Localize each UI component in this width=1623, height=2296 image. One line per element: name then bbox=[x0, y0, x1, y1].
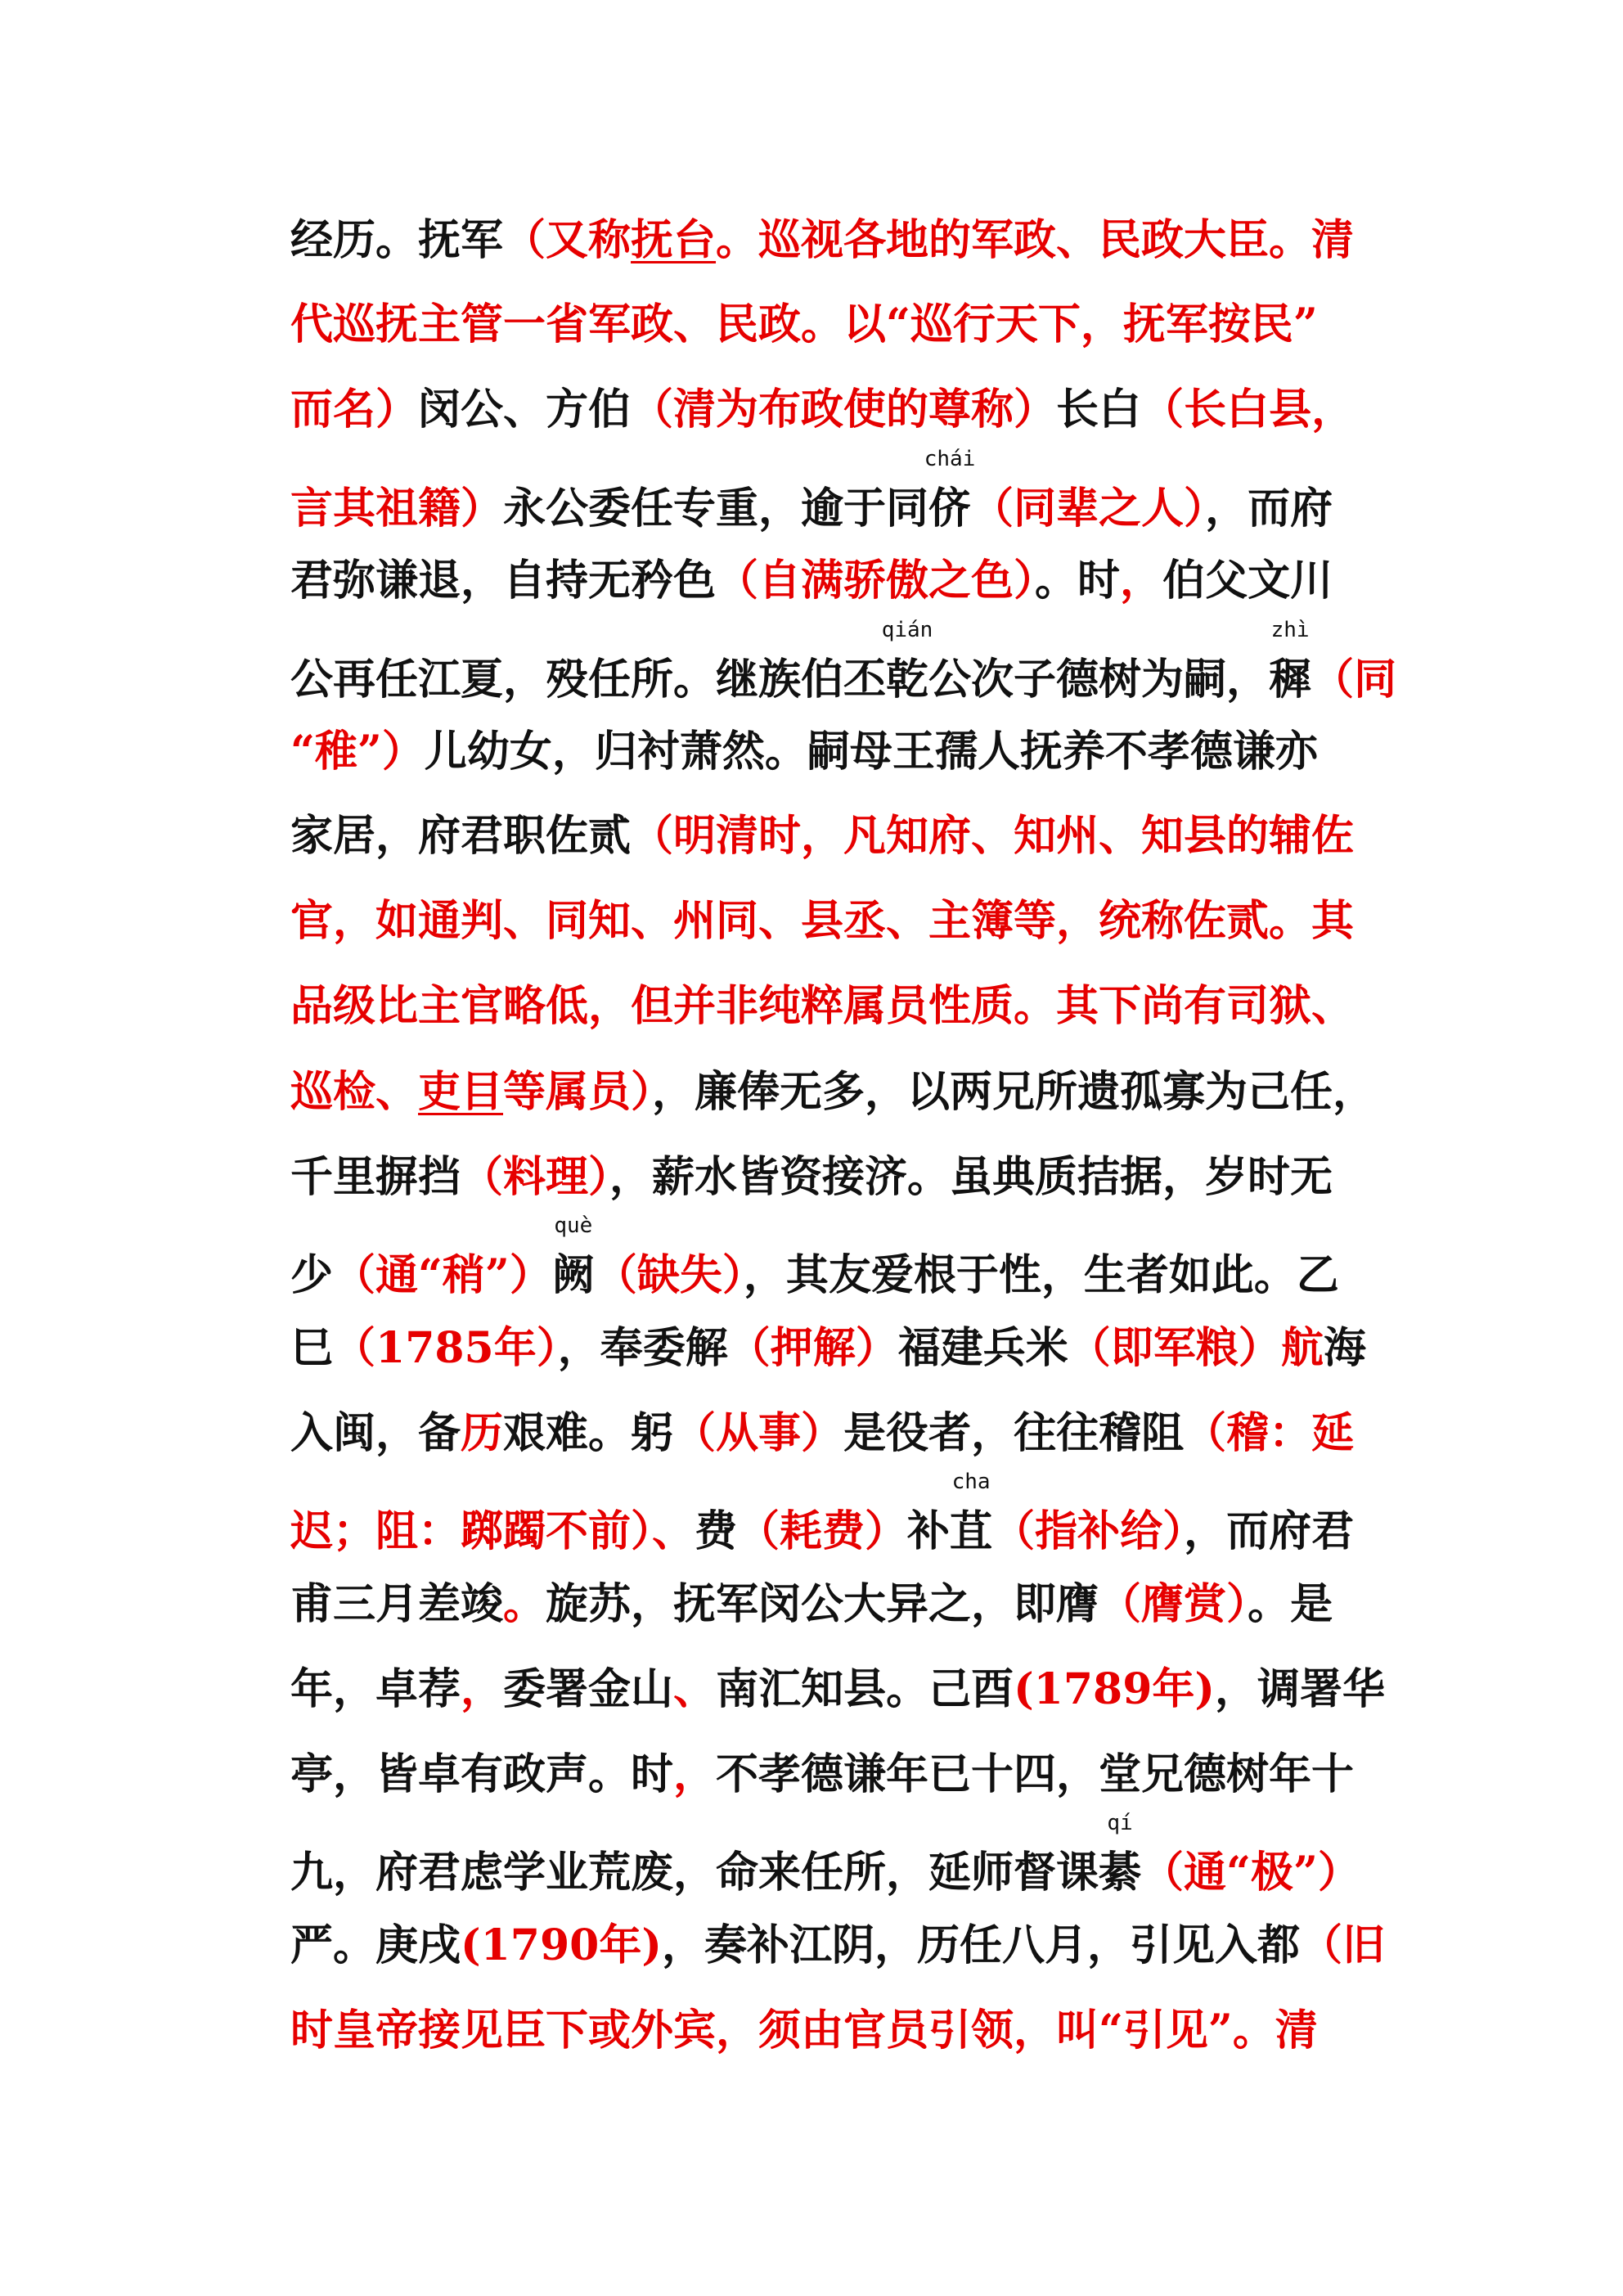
body-text: 家居，府君职佐贰 bbox=[290, 811, 632, 861]
annotation-text: ， bbox=[461, 1664, 504, 1714]
body-text: 福建兵米 bbox=[897, 1323, 1068, 1373]
annotation-text: 吏目 bbox=[418, 1067, 504, 1117]
text-line bbox=[290, 1663, 1387, 1716]
pinyin-annotation: zhì bbox=[1270, 618, 1310, 642]
body-text: 旋苏，抚军闵公大异之，即膺 bbox=[546, 1579, 1099, 1629]
annotation-text: 时皇帝接见臣下或外宾，须由官员引领，叫“引见”。清 bbox=[290, 2006, 1318, 2055]
text-line bbox=[290, 1578, 1387, 1631]
annotated-char-text: 苴 bbox=[950, 1506, 993, 1556]
body-text: 少 bbox=[290, 1250, 334, 1300]
body-text: 永公委任专重，逾于同 bbox=[503, 484, 929, 533]
annotation-text: 迟；阻：踯躅不前）、 bbox=[290, 1506, 695, 1556]
annotation-text: （清为布政使的尊称） bbox=[631, 385, 1057, 434]
annotation-text: （旧 bbox=[1299, 1920, 1385, 1970]
text-line bbox=[290, 1407, 1387, 1460]
annotation-text: 抚台 bbox=[631, 215, 717, 265]
annotated-character bbox=[881, 618, 933, 706]
body-text: 艰难。躬 bbox=[503, 1408, 674, 1458]
annotation-text: 官，如通判、同知、州同、县丞、主簿等，统称佐贰。其 bbox=[290, 896, 1355, 946]
text-line bbox=[290, 1151, 1387, 1204]
body-text: 闵公、方伯 bbox=[418, 385, 632, 434]
body-text: 海 bbox=[1323, 1323, 1366, 1373]
annotation-text: 。 bbox=[503, 1579, 546, 1629]
body-text: 年，卓荐 bbox=[290, 1664, 461, 1714]
body-text: ，而府君 bbox=[1184, 1506, 1355, 1556]
annotation-text: 而名） bbox=[290, 385, 419, 434]
pinyin-annotation: qián bbox=[881, 618, 933, 642]
annotation-text: 历 bbox=[461, 1408, 504, 1458]
annotation-text: 等属员） bbox=[503, 1067, 653, 1117]
annotation-text: 言其祖籍） bbox=[290, 484, 504, 533]
body-text: ，廉俸无多，以两兄所遗孤寡为己任， bbox=[652, 1067, 1376, 1117]
annotation-text: ， bbox=[673, 1749, 717, 1799]
body-text: 费 bbox=[695, 1506, 738, 1556]
body-text: 九，府君虑学业荒废，命来任所，延师督课 bbox=[290, 1848, 1099, 1898]
body-text: 巳 bbox=[290, 1323, 334, 1373]
body-text: 公再任江夏，殁任所。继族伯丕 bbox=[290, 655, 887, 705]
annotation-text: （缺失） bbox=[594, 1250, 744, 1300]
body-text: ，而府 bbox=[1205, 484, 1333, 533]
text-line bbox=[290, 1066, 1387, 1119]
annotation-text: 巡检、 bbox=[290, 1067, 419, 1117]
pinyin-annotation: cha bbox=[951, 1470, 991, 1494]
text-line bbox=[290, 1213, 1387, 1302]
pinyin-annotation: què bbox=[554, 1213, 593, 1238]
annotation-text: 航 bbox=[1280, 1323, 1324, 1373]
annotation-text: 代巡抚主管一省军政、民政。以“巡行天下，抚军按民” bbox=[290, 299, 1318, 349]
annotation-text: （自满骄傲之色） bbox=[716, 556, 1036, 606]
annotated-character bbox=[1099, 1811, 1142, 1899]
body-text: 甫三月差竣 bbox=[290, 1579, 504, 1629]
annotated-char-text: 乾 bbox=[886, 655, 929, 705]
text-line bbox=[290, 618, 1397, 706]
annotation-text: （通“稍”） bbox=[333, 1250, 552, 1300]
text-line bbox=[290, 2005, 1387, 2057]
text-line bbox=[290, 810, 1387, 862]
annotated-char-text: 穉 bbox=[1269, 655, 1312, 705]
text-line bbox=[290, 384, 1387, 436]
annotated-char-text: 綦 bbox=[1099, 1848, 1142, 1898]
text-line bbox=[290, 214, 1387, 267]
body-text: 君弥谦退，自持无矜色 bbox=[290, 556, 717, 606]
annotated-character bbox=[950, 1470, 993, 1558]
body-text: ，其友爱根于性，生者如此。乙 bbox=[743, 1250, 1339, 1300]
annotation-text: （通“极”） bbox=[1141, 1848, 1360, 1898]
body-text: 。是 bbox=[1248, 1579, 1333, 1629]
annotation-text: （1785年） bbox=[333, 1323, 558, 1373]
text-line bbox=[290, 299, 1387, 351]
text-line bbox=[290, 1470, 1387, 1558]
pinyin-annotation: qí bbox=[1107, 1811, 1133, 1835]
body-text: 不孝德谦年已十四，堂兄德树年十 bbox=[716, 1749, 1355, 1799]
annotation-text: （稽：延 bbox=[1184, 1408, 1355, 1458]
body-text: 委署金山 bbox=[503, 1664, 674, 1714]
body-text: 是役者，往往稽阻 bbox=[843, 1408, 1185, 1458]
annotation-text: （同辈之人） bbox=[971, 484, 1206, 533]
annotated-character bbox=[1269, 618, 1312, 706]
annotation-text: （又称 bbox=[503, 215, 632, 265]
annotation-text: （即军粮） bbox=[1068, 1323, 1281, 1373]
annotation-text: 。巡视各地的军政、民政大臣。清 bbox=[716, 215, 1355, 265]
annotation-text: （耗费） bbox=[737, 1506, 908, 1556]
text-line bbox=[290, 1811, 1387, 1899]
body-text: 经历。抚军 bbox=[290, 215, 504, 265]
body-text: ，薪水皆资接济。虽典质拮据，岁时无 bbox=[609, 1152, 1333, 1202]
annotation-text: （料理） bbox=[461, 1152, 610, 1202]
annotated-character bbox=[924, 447, 976, 535]
annotation-text: （膺赏） bbox=[1099, 1579, 1248, 1629]
annotation-text: 、 bbox=[673, 1664, 717, 1714]
text-line bbox=[290, 895, 1387, 948]
body-text: 。时 bbox=[1035, 556, 1121, 606]
body-text: ，奏补江阴，历任八月，引见入都 bbox=[661, 1920, 1300, 1970]
body-text: 长白 bbox=[1056, 385, 1142, 434]
annotated-char-text: 侪 bbox=[928, 484, 972, 533]
annotation-text: （明清时，凡知府、知州、知县的辅佐 bbox=[631, 811, 1355, 861]
body-text: 南汇知县。己酉 bbox=[716, 1664, 1014, 1714]
body-text: 千里摒挡 bbox=[290, 1152, 461, 1202]
annotation-text: （从事） bbox=[673, 1408, 844, 1458]
body-text: 入闽，备 bbox=[290, 1408, 461, 1458]
text-line bbox=[290, 726, 1387, 778]
text-line bbox=[290, 447, 1387, 535]
body-text: 公次子德树为嗣， bbox=[928, 655, 1270, 705]
text-line bbox=[290, 1749, 1387, 1801]
body-text: 补 bbox=[907, 1506, 951, 1556]
annotated-character bbox=[551, 1213, 595, 1302]
body-text: 伯父文川 bbox=[1162, 556, 1333, 606]
annotation-text: “稚”） bbox=[290, 727, 425, 777]
annotation-text: 品级比主官略低，但并非纯粹属员性质。其下尚有司狱、 bbox=[290, 981, 1355, 1031]
annotation-text: （押解） bbox=[727, 1323, 898, 1373]
body-text: ，奉委解 bbox=[557, 1323, 728, 1373]
body-text: 亭，皆卓有政声。时 bbox=[290, 1749, 674, 1799]
body-text: 儿幼女，归衬萧然。嗣母王孺人抚养不孝德谦亦 bbox=[424, 727, 1318, 777]
text-line bbox=[290, 1322, 1387, 1375]
annotated-char-text: 阙 bbox=[551, 1250, 595, 1300]
annotation-text: （长白县， bbox=[1141, 385, 1355, 434]
text-line bbox=[290, 980, 1387, 1033]
annotation-text: ， bbox=[1120, 556, 1163, 606]
body-text: 严。庚戌 bbox=[290, 1920, 461, 1970]
text-line bbox=[290, 1920, 1387, 1972]
annotation-text: （指补给） bbox=[992, 1506, 1185, 1556]
annotation-text: （同 bbox=[1311, 655, 1397, 705]
annotation-text: (1789年) bbox=[1014, 1664, 1216, 1714]
text-line bbox=[290, 555, 1387, 607]
body-text: ，调署华 bbox=[1215, 1664, 1386, 1714]
annotation-text: (1790年) bbox=[461, 1920, 662, 1970]
pinyin-annotation: chái bbox=[924, 447, 976, 471]
